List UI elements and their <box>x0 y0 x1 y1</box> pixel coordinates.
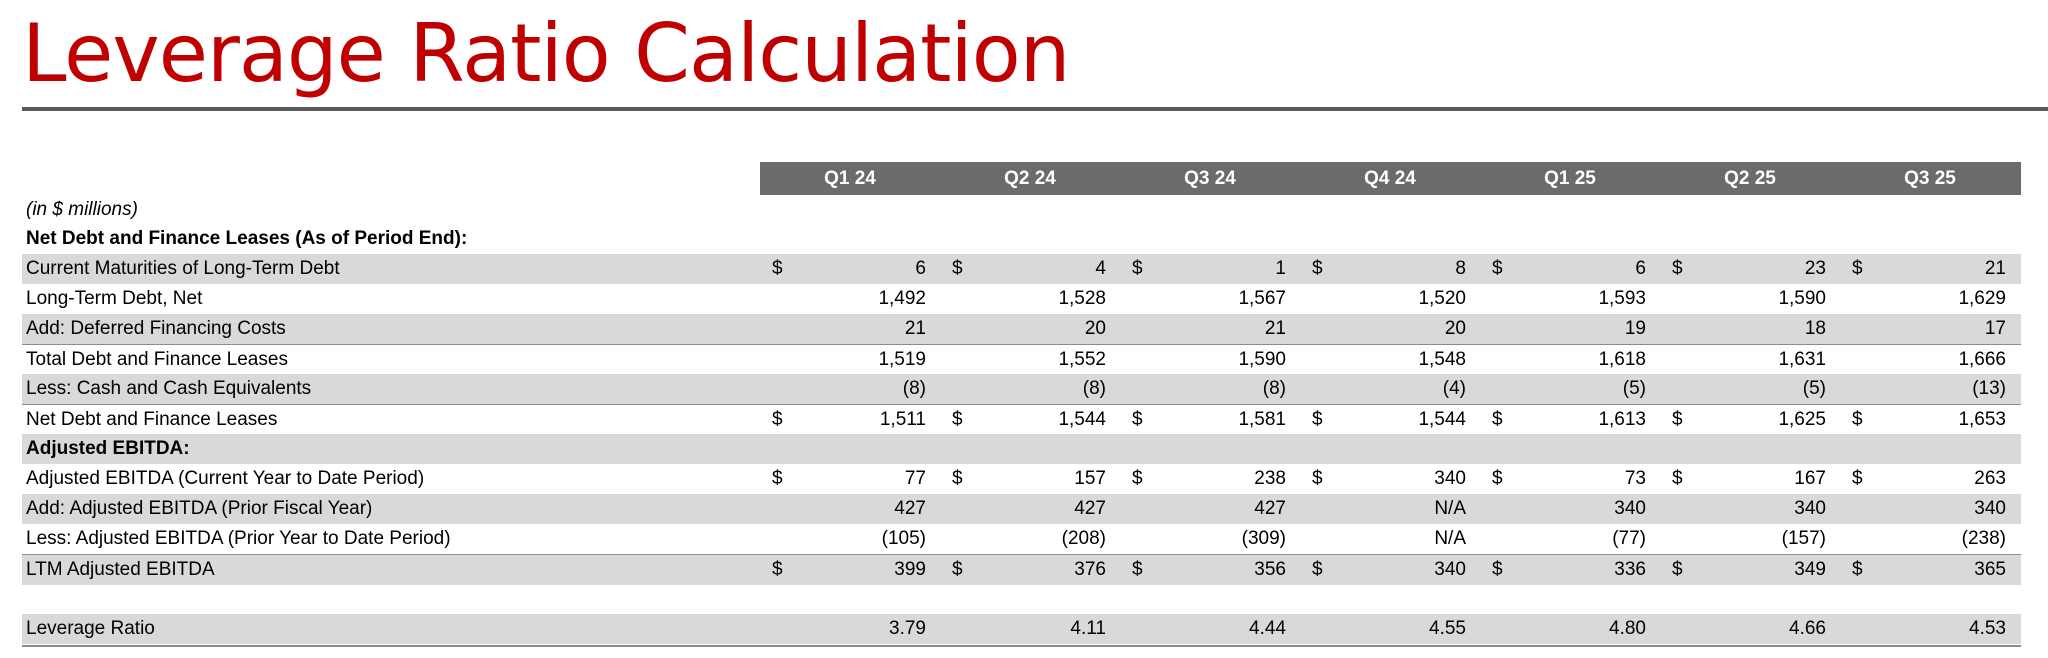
value-cell <box>1300 314 1480 344</box>
table-row <box>22 284 2021 314</box>
cell-value: 21 <box>904 318 926 339</box>
row-label: Less: Cash and Cash Equivalents <box>26 378 312 399</box>
value-cell <box>1120 555 1300 585</box>
currency-symbol: $ <box>1492 559 1503 580</box>
value-cell <box>1120 374 1300 404</box>
value-cell <box>1120 314 1300 344</box>
value-cell <box>1120 464 1300 494</box>
currency-symbol: $ <box>1672 409 1683 430</box>
row-label: Current Maturities of Long-Term Debt <box>26 258 340 279</box>
currency-symbol: $ <box>772 409 783 430</box>
table-row <box>22 524 2021 554</box>
value-cell <box>940 254 1120 284</box>
value-cell <box>1480 614 1660 644</box>
cell-value: 1,653 <box>1958 409 2006 430</box>
value-cell <box>1480 524 1660 554</box>
cell-value: 1,631 <box>1778 349 1826 370</box>
row-label: Net Debt and Finance Leases (As of Period End): <box>26 228 468 249</box>
currency-symbol: $ <box>772 258 783 279</box>
page-title: Leverage Ratio Calculation <box>22 7 1070 100</box>
value-cell <box>1480 494 1660 524</box>
cell-value: 340 <box>1614 498 1646 519</box>
value-cell <box>1660 254 1840 284</box>
cell-value: 1,511 <box>879 409 926 430</box>
value-cell <box>1480 254 1660 284</box>
cell-value: 4 <box>1095 258 1106 279</box>
row-label: LTM Adjusted EBITDA <box>26 559 215 580</box>
currency-symbol: $ <box>952 468 963 489</box>
row-label: Total Debt and Finance Leases <box>26 349 288 370</box>
value-cell <box>940 314 1120 344</box>
currency-symbol: $ <box>1852 468 1863 489</box>
value-cell <box>760 524 940 554</box>
value-cell <box>940 555 1120 585</box>
cell-value: 340 <box>1974 498 2006 519</box>
cell-value: 167 <box>1794 468 1826 489</box>
value-cell <box>1480 555 1660 585</box>
value-cell <box>1840 494 2020 524</box>
cell-value: 1,618 <box>1598 349 1646 370</box>
row-label: Adjusted EBITDA: <box>26 438 190 459</box>
cell-value: 18 <box>1804 318 1826 339</box>
cell-value: 238 <box>1254 468 1286 489</box>
cell-value: (5) <box>1802 378 1826 399</box>
cell-value: 73 <box>1624 468 1646 489</box>
period-header-bar <box>760 162 2021 195</box>
value-cell <box>1660 494 1840 524</box>
cell-value: 427 <box>894 498 926 519</box>
table-row <box>22 404 2021 435</box>
cell-value: 8 <box>1455 258 1466 279</box>
value-cell <box>940 405 1120 435</box>
section-header-row <box>22 224 2021 254</box>
value-cell <box>1660 555 1840 585</box>
table-row <box>22 464 2021 494</box>
cell-value: (309) <box>1241 528 1286 549</box>
cell-value: 77 <box>904 468 926 489</box>
row-label: Net Debt and Finance Leases <box>26 409 278 430</box>
cell-value: 340 <box>1434 559 1466 580</box>
value-cell <box>1840 614 2020 644</box>
value-cell <box>1480 405 1660 435</box>
cell-value: 20 <box>1444 318 1466 339</box>
currency-symbol: $ <box>952 409 963 430</box>
value-cell <box>1300 555 1480 585</box>
cell-value: 17 <box>1984 318 2006 339</box>
cell-value: (4) <box>1442 378 1466 399</box>
cell-value: (157) <box>1781 528 1826 549</box>
currency-symbol: $ <box>1312 559 1323 580</box>
period-header-cell: Q1 24 <box>824 168 876 189</box>
value-cell <box>1840 254 2020 284</box>
cell-value: (208) <box>1061 528 1106 549</box>
cell-value: 1,590 <box>1778 288 1826 309</box>
value-cell <box>1120 614 1300 644</box>
value-cell <box>1300 524 1480 554</box>
value-cell <box>940 345 1120 375</box>
row-label: Add: Adjusted EBITDA (Prior Fiscal Year) <box>26 498 373 519</box>
cell-value: 4.55 <box>1429 618 1466 639</box>
value-cell <box>1120 494 1300 524</box>
currency-symbol: $ <box>1852 559 1863 580</box>
value-cell <box>940 494 1120 524</box>
cell-value: 1,567 <box>1238 288 1286 309</box>
cell-value: (238) <box>1961 528 2006 549</box>
cell-value: 1,548 <box>1418 349 1466 370</box>
currency-symbol: $ <box>1852 258 1863 279</box>
period-header-cell: Q1 25 <box>1544 168 1596 189</box>
table-row <box>22 344 2021 375</box>
cell-value: 1,544 <box>1058 409 1106 430</box>
currency-symbol: $ <box>1132 409 1143 430</box>
cell-value: (8) <box>902 378 926 399</box>
cell-value: 427 <box>1254 498 1286 519</box>
value-cell <box>1660 314 1840 344</box>
value-cell <box>940 464 1120 494</box>
currency-symbol: $ <box>772 468 783 489</box>
value-cell <box>1300 374 1480 404</box>
table-row <box>22 314 2021 344</box>
value-cell <box>1300 494 1480 524</box>
currency-symbol: $ <box>772 559 783 580</box>
currency-symbol: $ <box>1492 258 1503 279</box>
period-header-cell: Q2 25 <box>1724 168 1776 189</box>
currency-symbol: $ <box>1132 258 1143 279</box>
cell-value: 263 <box>1974 468 2006 489</box>
currency-symbol: $ <box>1312 258 1323 279</box>
cell-value: 1,666 <box>1958 349 2006 370</box>
period-header-cell: Q3 25 <box>1904 168 1956 189</box>
value-cell <box>1120 284 1300 314</box>
section-header-row <box>22 434 2021 464</box>
cell-value: 1,552 <box>1058 349 1106 370</box>
cell-value: N/A <box>1434 528 1466 549</box>
value-cell <box>1300 464 1480 494</box>
value-cell <box>760 345 940 375</box>
cell-value: 1,613 <box>1598 409 1646 430</box>
currency-symbol: $ <box>952 258 963 279</box>
period-header-cell: Q2 24 <box>1004 168 1056 189</box>
table-row <box>22 374 2021 404</box>
cell-value: 21 <box>1984 258 2006 279</box>
cell-value: 340 <box>1434 468 1466 489</box>
value-cell <box>1480 284 1660 314</box>
value-cell <box>760 464 940 494</box>
value-cell <box>1480 345 1660 375</box>
currency-symbol: $ <box>1672 258 1683 279</box>
value-cell <box>760 614 940 644</box>
currency-symbol: $ <box>1852 409 1863 430</box>
table-row <box>22 254 2021 284</box>
value-cell <box>1840 405 2020 435</box>
value-cell <box>760 254 940 284</box>
value-cell <box>1300 254 1480 284</box>
cell-value: 1,492 <box>878 288 926 309</box>
currency-symbol: $ <box>1672 468 1683 489</box>
value-cell <box>1660 614 1840 644</box>
cell-value: 4.80 <box>1609 618 1646 639</box>
cell-value: (8) <box>1082 378 1106 399</box>
currency-symbol: $ <box>1492 409 1503 430</box>
value-cell <box>1840 524 2020 554</box>
cell-value: (105) <box>881 528 926 549</box>
cell-value: 1 <box>1275 258 1286 279</box>
value-cell <box>1660 345 1840 375</box>
value-cell <box>1660 464 1840 494</box>
cell-value: 376 <box>1074 559 1106 580</box>
value-cell <box>1300 284 1480 314</box>
cell-value: 427 <box>1074 498 1106 519</box>
row-label: Leverage Ratio <box>26 618 155 639</box>
cell-value: 349 <box>1794 559 1826 580</box>
cell-value: 1,520 <box>1418 288 1466 309</box>
value-cell <box>940 374 1120 404</box>
table-row <box>22 554 2021 585</box>
cell-value: 6 <box>915 258 926 279</box>
value-cell <box>1660 284 1840 314</box>
value-cell <box>940 524 1120 554</box>
units-note: (in $ millions) <box>26 199 138 220</box>
cell-value: (77) <box>1612 528 1646 549</box>
cell-value: 20 <box>1084 318 1106 339</box>
value-cell <box>1300 405 1480 435</box>
cell-value: 4.44 <box>1249 618 1286 639</box>
cell-value: (13) <box>1972 378 2006 399</box>
cell-value: 1,625 <box>1778 409 1826 430</box>
cell-value: 1,581 <box>1238 409 1286 430</box>
value-cell <box>760 555 940 585</box>
value-cell <box>1840 555 2020 585</box>
cell-value: 19 <box>1624 318 1646 339</box>
value-cell <box>1300 345 1480 375</box>
cell-value: 3.79 <box>889 618 926 639</box>
value-cell <box>1840 284 2020 314</box>
value-cell <box>1840 345 2020 375</box>
cell-value: 1,528 <box>1058 288 1106 309</box>
currency-symbol: $ <box>952 559 963 580</box>
cell-value: 1,629 <box>1958 288 2006 309</box>
table-row <box>22 614 2021 644</box>
cell-value: N/A <box>1434 498 1466 519</box>
cell-value: 340 <box>1794 498 1826 519</box>
value-cell <box>1840 374 2020 404</box>
currency-symbol: $ <box>1132 468 1143 489</box>
cell-value: 157 <box>1074 468 1106 489</box>
period-header-cell: Q4 24 <box>1364 168 1416 189</box>
value-cell <box>760 494 940 524</box>
row-label: Add: Deferred Financing Costs <box>26 318 286 339</box>
cell-value: 336 <box>1614 559 1646 580</box>
row-label: Less: Adjusted EBITDA (Prior Year to Date Period) <box>26 528 451 549</box>
spacer-row <box>22 584 2021 614</box>
value-cell <box>1660 374 1840 404</box>
value-cell <box>940 614 1120 644</box>
currency-symbol: $ <box>1132 559 1143 580</box>
cell-value: 4.11 <box>1070 618 1106 639</box>
value-cell <box>1840 314 2020 344</box>
cell-value: 21 <box>1264 318 1286 339</box>
cell-value: (8) <box>1262 378 1286 399</box>
value-cell <box>1120 345 1300 375</box>
value-cell <box>1480 374 1660 404</box>
value-cell <box>760 405 940 435</box>
title-divider <box>22 107 2048 111</box>
currency-symbol: $ <box>1672 559 1683 580</box>
currency-symbol: $ <box>1312 468 1323 489</box>
table-row <box>22 494 2021 524</box>
value-cell <box>760 314 940 344</box>
cell-value: 4.53 <box>1969 618 2006 639</box>
row-label: Long-Term Debt, Net <box>26 288 203 309</box>
cell-value: 1,593 <box>1598 288 1646 309</box>
cell-value: 4.66 <box>1789 618 1826 639</box>
cell-value: 356 <box>1254 559 1286 580</box>
cell-value: 6 <box>1635 258 1646 279</box>
value-cell <box>1840 464 2020 494</box>
cell-value: 23 <box>1804 258 1826 279</box>
cell-value: 365 <box>1974 559 2006 580</box>
value-cell <box>1120 254 1300 284</box>
value-cell <box>1480 314 1660 344</box>
value-cell <box>760 374 940 404</box>
cell-value: 1,544 <box>1418 409 1466 430</box>
cell-value: 1,590 <box>1238 349 1286 370</box>
period-header-cell: Q3 24 <box>1184 168 1236 189</box>
value-cell <box>940 284 1120 314</box>
value-cell <box>1300 614 1480 644</box>
cell-value: (5) <box>1622 378 1646 399</box>
currency-symbol: $ <box>1312 409 1323 430</box>
value-cell <box>1120 524 1300 554</box>
value-cell <box>1120 405 1300 435</box>
cell-value: 399 <box>894 559 926 580</box>
currency-symbol: $ <box>1492 468 1503 489</box>
value-cell <box>760 284 940 314</box>
value-cell <box>1660 405 1840 435</box>
row-label: Adjusted EBITDA (Current Year to Date Period) <box>26 468 425 489</box>
value-cell <box>1480 464 1660 494</box>
cell-value: 1,519 <box>878 349 926 370</box>
value-cell <box>1660 524 1840 554</box>
